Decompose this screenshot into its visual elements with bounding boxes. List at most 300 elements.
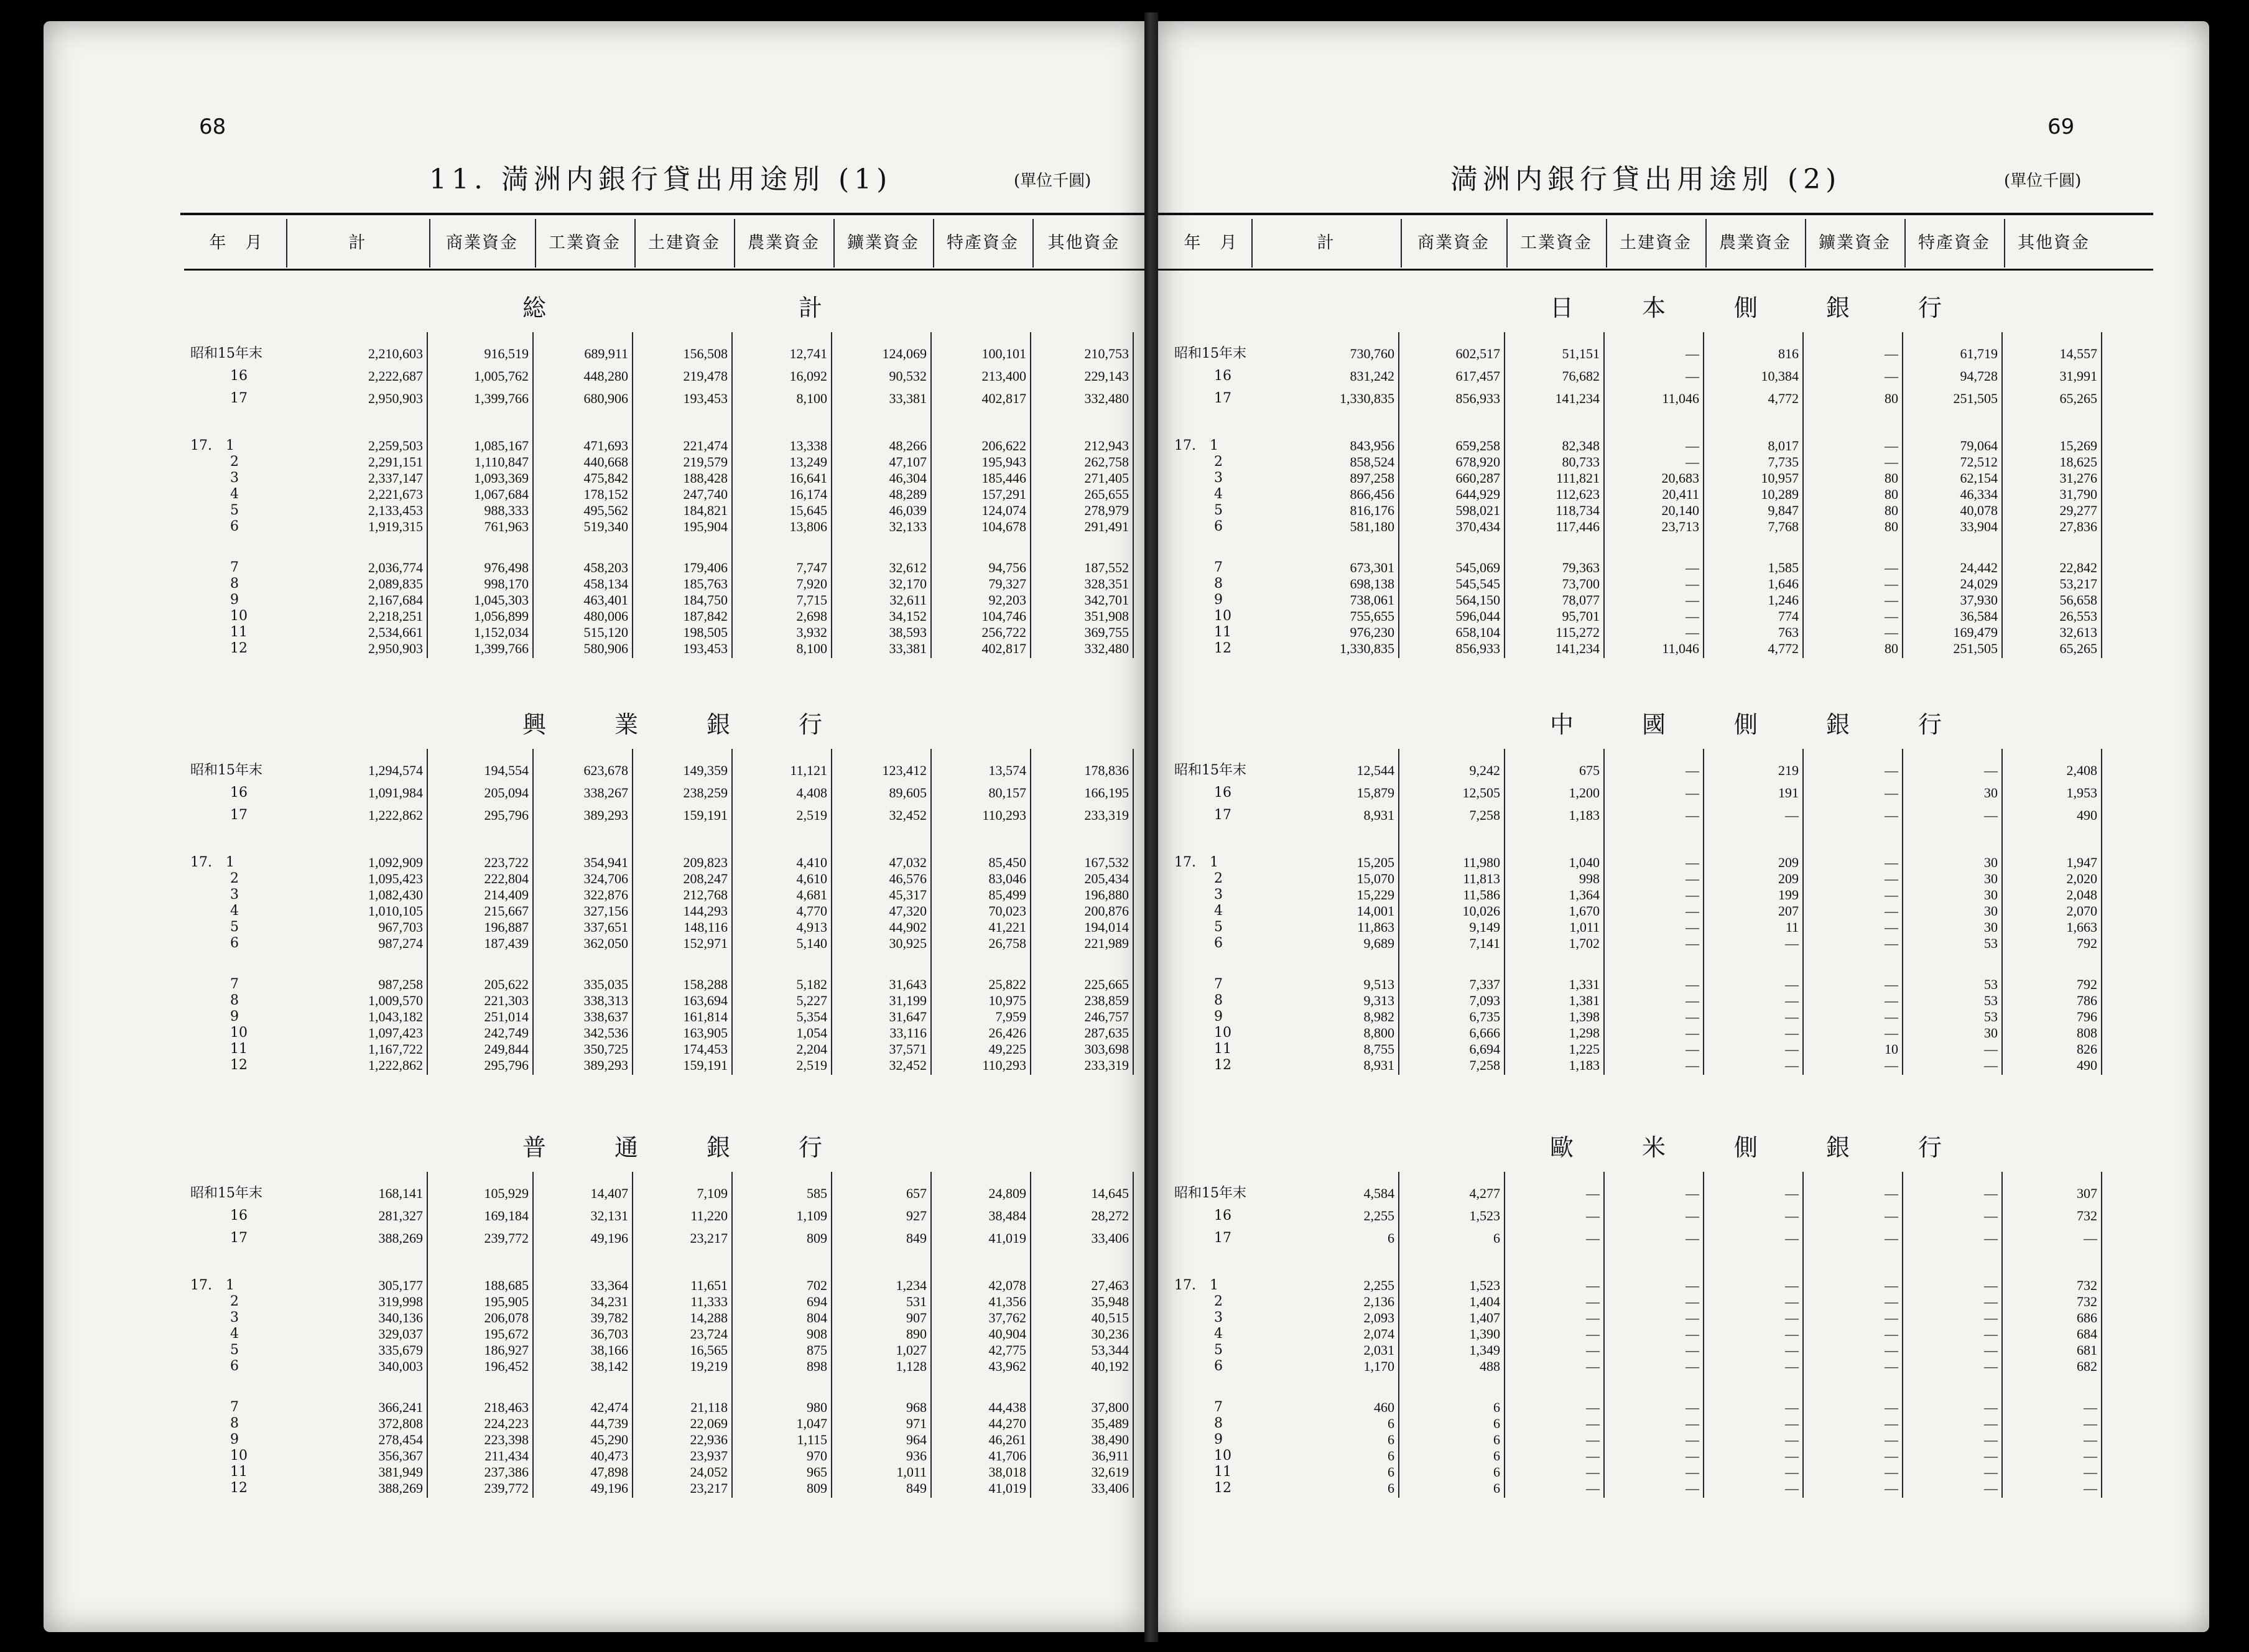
table-cell: 199 [1778, 887, 1799, 903]
table-cell: 11,813 [1463, 871, 1500, 886]
table-cell: 12,741 [789, 346, 827, 361]
column-divider [532, 1172, 534, 1498]
table-cell: 89,605 [889, 785, 927, 800]
table-cell: 1,054 [796, 1025, 827, 1041]
table-cell: 32,613 [2059, 624, 2097, 640]
table-cell: 6 [1388, 1464, 1394, 1480]
table-cell: 13,338 [789, 438, 827, 453]
table-cell: 564,150 [1455, 592, 1500, 608]
table-cell: 32,619 [1091, 1464, 1129, 1480]
table-cell: 351,908 [1084, 608, 1129, 624]
table-cell: — [1686, 1041, 1699, 1057]
table-cell: 1,670 [1569, 903, 1600, 919]
table-cell: 1,082,430 [368, 887, 423, 903]
table-cell: 278,979 [1084, 503, 1129, 518]
table-cell: — [1885, 1480, 1898, 1496]
table-cell: 698,138 [1350, 576, 1394, 592]
table-cell: 185,763 [683, 576, 728, 592]
table-cell: 48,289 [889, 486, 927, 502]
table-cell: 338,313 [583, 993, 628, 1008]
table-cell: 480,006 [583, 608, 628, 624]
table-cell: — [1785, 1480, 1799, 1496]
table-cell: — [1785, 1057, 1799, 1073]
row-label: 昭和15年末 [190, 346, 262, 361]
table-cell: — [1686, 1416, 1699, 1431]
table-cell: 117,446 [1556, 519, 1600, 534]
table-cell: — [1885, 368, 1898, 384]
table-cell: 193,453 [683, 391, 728, 406]
table-cell: 738,061 [1350, 592, 1394, 608]
table-cell: 11,863 [1357, 919, 1394, 935]
table-cell: 30 [1984, 871, 1998, 886]
table-cell: — [1785, 1358, 1799, 1374]
table-cell: — [1686, 1432, 1699, 1447]
table-cell: 2,534,661 [368, 624, 423, 640]
table-row [44, 784, 1144, 802]
table-cell: 233,319 [1084, 1057, 1129, 1073]
table-row [1158, 784, 2209, 802]
table-cell: 1,523 [1469, 1278, 1500, 1293]
table-cell: 30 [1984, 919, 1998, 935]
table-cell: — [1785, 993, 1799, 1008]
section-title: 歐米側銀行 [1550, 1134, 2011, 1161]
table-cell: 65,265 [2059, 641, 2097, 656]
table-cell: 34,152 [889, 608, 927, 624]
table-cell: — [1984, 1208, 1998, 1223]
table-cell: 221,303 [484, 993, 529, 1008]
row-label: 4 [230, 486, 239, 502]
table-cell: 1,027 [896, 1342, 927, 1358]
column-divider [1133, 1172, 1134, 1498]
table-cell: 187,842 [683, 608, 728, 624]
table-cell: 152,971 [683, 935, 728, 951]
table-cell: — [1885, 807, 1898, 823]
table-cell: — [1785, 807, 1799, 823]
table-cell: 23,217 [690, 1480, 728, 1496]
table-cell: 2,031 [1363, 1342, 1394, 1358]
table-cell: 1,646 [1768, 576, 1799, 592]
table-cell: 1,330,835 [1340, 641, 1394, 656]
table-cell: 402,817 [981, 391, 1026, 406]
table-cell: 38,490 [1091, 1432, 1129, 1447]
table-cell: 8,800 [1363, 1025, 1394, 1041]
table-cell: 184,750 [683, 592, 728, 608]
table-cell: 9,242 [1469, 763, 1500, 778]
table-cell: 826 [2077, 1041, 2097, 1057]
table-cell: 1,010,105 [368, 903, 423, 919]
column-header: 年 月 [209, 233, 264, 253]
table-cell: 303,698 [1084, 1041, 1129, 1057]
row-label: 12 [230, 1480, 248, 1496]
table-cell: 39,782 [590, 1310, 628, 1325]
table-cell: — [1686, 1326, 1699, 1342]
table-cell: 4,410 [796, 855, 827, 870]
table-cell: 13,806 [789, 519, 827, 534]
table-cell: — [1885, 1342, 1898, 1358]
table-cell: 488 [1480, 1358, 1500, 1374]
table-cell: — [1785, 1230, 1799, 1246]
table-cell: — [1984, 1326, 1998, 1342]
table-cell: 2,519 [796, 1057, 827, 1073]
table-cell: 580,906 [583, 641, 628, 656]
row-label: 4 [1214, 903, 1223, 919]
row-label: 6 [1214, 519, 1223, 534]
left-page [44, 21, 1144, 1632]
table-cell: — [1885, 855, 1898, 870]
table-cell: 965 [807, 1464, 827, 1480]
row-label: 17 [1214, 391, 1231, 406]
table-cell: 198,505 [683, 624, 728, 640]
table-cell: 4,277 [1469, 1186, 1500, 1201]
table-cell: 30 [1984, 887, 1998, 903]
row-label: 17 [1214, 1230, 1231, 1246]
table-cell: 104,678 [981, 519, 1026, 534]
table-cell: 72,512 [1960, 454, 1998, 470]
table-cell: 111,821 [1556, 470, 1600, 486]
table-cell: 8,100 [796, 391, 827, 406]
table-header [1158, 219, 2209, 267]
table-cell: 238,259 [683, 785, 728, 800]
table-row [1158, 345, 2209, 363]
table-cell: 187,552 [1084, 560, 1129, 575]
row-label: 昭和15年末 [1174, 763, 1246, 778]
table-cell: 1,128 [896, 1358, 927, 1374]
table-cell: 211,434 [485, 1448, 529, 1464]
row-label: 8 [230, 993, 239, 1008]
table-cell: — [1984, 1448, 1998, 1464]
table-cell: 94,756 [988, 560, 1026, 575]
column-divider [1805, 219, 1806, 267]
table-cell: 849 [906, 1480, 927, 1496]
table-cell: 265,655 [1084, 486, 1129, 502]
book-gutter [1144, 12, 1158, 1642]
table-cell: 53 [1984, 1009, 1998, 1024]
table-cell: 40,515 [1091, 1310, 1129, 1325]
table-cell: 1,097,423 [368, 1025, 423, 1041]
table-cell: 291,491 [1084, 519, 1129, 534]
table-cell: — [1586, 1399, 1600, 1415]
table-cell: 2,036,774 [368, 560, 423, 575]
table-row [44, 517, 1144, 536]
column-divider [1606, 219, 1607, 267]
table-cell: 45,290 [590, 1432, 628, 1447]
table-cell: 20,683 [1661, 470, 1699, 486]
table-cell: 41,221 [988, 919, 1026, 935]
table-cell: 56,658 [2059, 592, 2097, 608]
table-cell: 251,014 [484, 1009, 529, 1024]
table-cell: 8,100 [796, 641, 827, 656]
row-label: 8 [1214, 1416, 1223, 1431]
table-row [1158, 1207, 2209, 1225]
table-cell: 15,879 [1356, 785, 1394, 800]
table-cell: 225,665 [1084, 977, 1129, 992]
table-cell: 1,011 [896, 1464, 927, 1480]
table-cell: 2,133,453 [368, 503, 423, 518]
table-cell: 287,635 [1084, 1025, 1129, 1041]
table-cell: 11,586 [1463, 887, 1500, 903]
table-cell: — [1885, 1294, 1898, 1309]
table-cell: 356,367 [378, 1448, 423, 1464]
table-cell: 659,258 [1455, 438, 1500, 453]
column-header: 農業資金 [748, 233, 820, 253]
table-cell: 15,229 [1356, 887, 1394, 903]
row-label: 12 [230, 641, 248, 656]
table-cell: 35,948 [1091, 1294, 1129, 1309]
column-divider [2101, 332, 2102, 658]
table-cell: 732 [2077, 1208, 2097, 1223]
page-number: 68 [199, 114, 226, 139]
table-cell: 229,143 [1084, 368, 1129, 384]
row-label: 昭和15年末 [190, 1186, 262, 1201]
table-cell: 33,406 [1091, 1230, 1129, 1246]
column-divider [1504, 332, 1505, 658]
table-cell: 246,757 [1084, 1009, 1129, 1024]
column-divider [2004, 219, 2005, 267]
table-cell: 531 [906, 1294, 927, 1309]
table-cell: — [1686, 1464, 1699, 1480]
row-label: 5 [1214, 1342, 1223, 1358]
table-cell: 332,480 [1084, 391, 1129, 406]
table-row [1158, 806, 2209, 825]
row-label: 6 [1214, 1358, 1223, 1374]
table-cell: — [1686, 903, 1699, 919]
table-cell: 1,009,570 [368, 993, 423, 1008]
table-cell: 205,094 [484, 785, 529, 800]
table-cell: — [1686, 454, 1699, 470]
table-cell: — [1984, 1399, 1998, 1415]
row-label: 2 [1214, 454, 1223, 470]
table-cell: 223,722 [484, 855, 529, 870]
table-cell: 7,768 [1768, 519, 1799, 534]
table-cell: 36,584 [1960, 608, 1998, 624]
row-label: 7 [230, 560, 239, 575]
table-cell: 6,666 [1469, 1025, 1500, 1041]
unit-label: (單位千圓) [2004, 172, 2082, 190]
row-label: 3 [230, 1310, 239, 1325]
table-cell: 195,904 [683, 519, 728, 534]
table-cell: 222,804 [484, 871, 529, 886]
column-divider [930, 332, 932, 658]
table-cell: 6 [1493, 1448, 1500, 1464]
table-cell: 927 [906, 1208, 927, 1223]
table-cell: 237,386 [484, 1464, 529, 1480]
table-cell: 4,610 [796, 871, 827, 886]
table-cell: 44,438 [988, 1399, 1026, 1415]
table-cell: 866,456 [1350, 486, 1394, 502]
table-cell: 2,204 [796, 1041, 827, 1057]
table-cell: 206,622 [981, 438, 1026, 453]
table-cell: 223,398 [484, 1432, 529, 1447]
table-cell: 381,949 [378, 1464, 423, 1480]
table-cell: 1,085,167 [474, 438, 529, 453]
table-cell: 31,199 [889, 993, 927, 1008]
row-label: 8 [1214, 993, 1223, 1008]
table-cell: 195,672 [484, 1326, 529, 1342]
table-row [44, 934, 1144, 953]
table-cell: 32,170 [889, 576, 927, 592]
table-cell: 38,484 [988, 1208, 1026, 1223]
table-cell: 105,929 [484, 1186, 529, 1201]
table-cell: — [1885, 454, 1898, 470]
table-cell: 144,293 [683, 903, 728, 919]
table-cell: 221,474 [683, 438, 728, 453]
table-cell: 1,390 [1469, 1326, 1500, 1342]
row-label: 4 [230, 1326, 239, 1342]
table-cell: 2,218,251 [368, 608, 423, 624]
table-cell: 26,426 [988, 1025, 1026, 1041]
row-label: 4 [1214, 1326, 1223, 1342]
table-cell: 6 [1388, 1480, 1394, 1496]
table-cell: — [1885, 1416, 1898, 1431]
table-cell: 163,694 [683, 993, 728, 1008]
table-row [1158, 389, 2209, 408]
table-cell: 7,093 [1469, 993, 1500, 1008]
table-cell: 816,176 [1350, 503, 1394, 518]
table-cell: 29,277 [2059, 503, 2097, 518]
row-label: 3 [1214, 470, 1223, 486]
table-cell: — [1785, 1025, 1799, 1041]
table-cell: — [1586, 1186, 1600, 1201]
table-cell: 15,070 [1356, 871, 1394, 886]
row-label: 16 [1214, 785, 1231, 800]
row-label: 12 [1214, 1480, 1231, 1496]
table-cell: 37,800 [1091, 1399, 1129, 1415]
row-label: 4 [1214, 486, 1223, 502]
table-cell: 62,154 [1960, 470, 1998, 486]
table-cell: 11,220 [690, 1208, 728, 1223]
column-header: 計 [1317, 233, 1335, 253]
table-cell: 79,363 [1562, 560, 1600, 575]
table-cell: 1,095,423 [368, 871, 423, 886]
table-cell: 31,647 [889, 1009, 927, 1024]
table-cell: 1,381 [1569, 993, 1600, 1008]
table-cell: 19,219 [690, 1358, 728, 1374]
table-cell: 908 [807, 1326, 827, 1342]
table-cell: 1,919,315 [368, 519, 423, 534]
table-cell: 242,749 [484, 1025, 529, 1041]
table-cell: — [1885, 438, 1898, 453]
column-header: 年 月 [1184, 233, 1238, 253]
table-cell: 16,092 [789, 368, 827, 384]
table-cell: 1,011 [1569, 919, 1600, 935]
table-cell: 188,428 [683, 470, 728, 486]
column-divider [1401, 219, 1402, 267]
table-cell: 219,579 [683, 454, 728, 470]
table-cell: 342,536 [583, 1025, 628, 1041]
column-header: 其他資金 [2018, 233, 2090, 253]
table-cell: — [1686, 919, 1699, 935]
table-cell: — [1686, 1230, 1699, 1246]
table-cell: 15,205 [1356, 855, 1394, 870]
table-cell: 366,241 [378, 1399, 423, 1415]
row-label: 8 [230, 1416, 239, 1431]
row-label: 6 [1214, 935, 1223, 951]
table-cell: 763 [1778, 624, 1799, 640]
column-divider [1904, 219, 1906, 267]
table-cell: 14,407 [590, 1186, 628, 1201]
table-cell: 673,301 [1350, 560, 1394, 575]
table-cell: — [1586, 1464, 1600, 1480]
row-label: 6 [230, 519, 239, 534]
column-divider [1504, 749, 1505, 1075]
column-divider [427, 1172, 428, 1498]
table-cell: — [1785, 1416, 1799, 1431]
table-cell: — [1885, 1326, 1898, 1342]
table-cell: 8,931 [1363, 1057, 1394, 1073]
table-cell: 1,349 [1469, 1342, 1500, 1358]
table-cell: 440,668 [583, 454, 628, 470]
row-label: 9 [1214, 592, 1223, 608]
table-cell: 219 [1778, 763, 1799, 778]
table-cell: 3,932 [796, 624, 827, 640]
table-cell: — [1586, 1432, 1600, 1447]
table-cell: — [1984, 1432, 1998, 1447]
table-cell: 1,091,984 [368, 785, 423, 800]
table-cell: 38,018 [988, 1464, 1026, 1480]
row-label: 3 [230, 470, 239, 486]
table-cell: 53 [1984, 993, 1998, 1008]
table-cell: 1,404 [1469, 1294, 1500, 1309]
table-cell: — [1686, 935, 1699, 951]
table-cell: 596,044 [1455, 608, 1500, 624]
page-title: 満洲内銀行貸出用途別 (2) [1450, 164, 1842, 195]
table-cell: 47,898 [590, 1464, 628, 1480]
table-cell: 24,809 [988, 1186, 1026, 1201]
table-cell: 1,585 [1768, 560, 1799, 575]
unit-label: (單位千圓) [1014, 172, 1092, 190]
table-cell: 1,170 [1363, 1358, 1394, 1374]
table-cell: — [1686, 1358, 1699, 1374]
table-cell: — [1885, 624, 1898, 640]
table-cell: 158,288 [683, 977, 728, 992]
row-label: 6 [230, 1358, 239, 1374]
column-header: 農業資金 [1719, 233, 1791, 253]
row-label: 7 [1214, 560, 1223, 575]
table-cell: 80 [1885, 641, 1898, 656]
table-cell: — [2084, 1432, 2097, 1447]
table-cell: 389,293 [583, 807, 628, 823]
table-cell: — [1586, 1278, 1600, 1293]
table-cell: 322,876 [583, 887, 628, 903]
table-cell: 976,230 [1350, 624, 1394, 640]
table-cell: — [2084, 1230, 2097, 1246]
column-divider [2001, 332, 2003, 658]
table-cell: 219,478 [683, 368, 728, 384]
table-cell: 251,505 [1953, 391, 1998, 406]
table-cell: 41,019 [988, 1480, 1026, 1496]
table-cell: 224,223 [484, 1416, 529, 1431]
column-divider [2001, 1172, 2003, 1498]
table-cell: — [1885, 871, 1898, 886]
table-cell: 6,694 [1469, 1041, 1500, 1057]
table-cell: 337,651 [583, 919, 628, 935]
table-cell: — [1686, 1294, 1699, 1309]
table-cell: 247,740 [683, 486, 728, 502]
row-label: 2 [1214, 871, 1223, 886]
table-cell: 1,152,034 [474, 624, 529, 640]
table-cell: — [1885, 1230, 1898, 1246]
table-cell: 40,078 [1960, 503, 1998, 518]
table-cell: — [1686, 592, 1699, 608]
table-cell: — [1686, 1310, 1699, 1325]
column-divider [1703, 1172, 1704, 1498]
table-cell: 350,725 [583, 1041, 628, 1057]
table-cell: 37,571 [889, 1041, 927, 1057]
table-cell: 1,222,862 [368, 807, 423, 823]
table-cell: — [1686, 1480, 1699, 1496]
column-divider [1398, 1172, 1399, 1498]
table-cell: 27,836 [2059, 519, 2097, 534]
